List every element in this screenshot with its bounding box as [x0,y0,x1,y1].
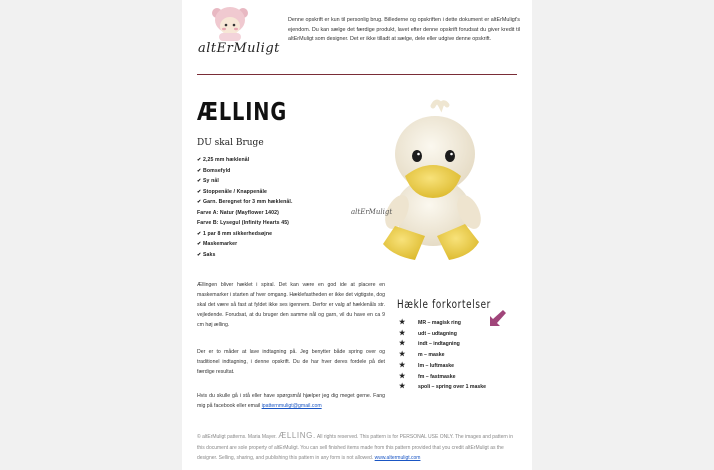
photo-watermark: altErMuligt [351,208,393,216]
footer-copyright: © altErMuligt patterns. Maria Mayer. ÆLLING. All rights reserved. This pattern is for PERSONAL USE ONLY. The images and pattern in this document are sole property of altErMuligt. You can sell finished items made from this pattern provided that you credit altErMuligt as the designer. Selling, sharing, and publishing this pattern in any form is not allowed. www.altermuligt.com [197,431,514,461]
check-icon: ✔ [197,241,202,247]
star-icon: ★ [399,351,406,359]
header-divider [197,74,517,75]
list-item: ✔ Saks [197,250,347,261]
list-item: ★ indt – indtagning [399,339,486,350]
list-item: ✔ Garn. Beregnet for 3 mm hæklenål. [197,197,347,208]
contact-paragraph: Hvis du skulle gå i stå eller have spørgsmål hjælper jeg dig meget gerne. Fang mig på facebook eller email ipatternmuligt@gmail.com [197,393,385,409]
list-item: ✔ 1 par 8 mm sikkerhedsøjne [197,229,347,240]
copyright-notice: Denne opskrift er kun til personlig brug. Billederne og opskriften i dette dokument er altErMuligt's ejendom. Du kan sælge det færdige produkt, lavet efter denne opskrift forudsat du giver kredit til altErMuligt som designer. Det er ikke tilladt at sælge, dele eller udgive denne opskrift. [288,17,520,43]
duckling-photo [345,94,517,265]
star-icon: ★ [399,329,406,337]
intro-paragraph: Ællingen bliver hæklet i spiral. Det kan være en god ide at placere en maskemarker i starten af hver omgang. Hæklefastheden er ikke det vigtigste, dog skal det være så fast at fyldet ikke ses igennem. Derfor er valg af hæklenåls str. vejledende. Forudsat, at du bruger den samme nål og garn, vil du have en ca 9 cm høj ælling. [197,282,385,328]
star-icon: ★ [399,340,406,348]
list-item: ✔ 2,25 mm hæklenål [197,155,347,166]
abbreviations-heading: Hækle forkortelser [397,297,491,311]
list-item: Farve B: Lysegul (Infinity Hearts 45) [197,220,290,226]
check-icon: ✔ [197,199,202,205]
supplies-list [197,155,347,260]
email-link[interactable]: ipatternmuligt@gmail.com [261,403,322,409]
list-item: ✔ Bomsefyld [197,166,347,177]
duckling-illustration [345,94,517,265]
check-icon: ✔ [197,230,202,237]
list-item: ✔ Stoppenåle / Knappenåle [197,187,347,198]
list-item: ★ MR – magisk ring [399,318,486,329]
list-item: ✔ Maskemarker [197,239,347,250]
check-icon: ✔ [197,167,202,174]
check-icon: ✔ [197,188,202,195]
pattern-title: ÆLLING [197,97,288,126]
abbreviations-list [399,318,486,393]
list-item: ★ m – maske [399,350,486,361]
star-icon: ★ [399,372,406,380]
decrease-paragraph: Der er to måder at lave indtagning på. Jeg benytter både spring over og traditionel indtagning, i denne opskrift. Du de har hver deres fordele på det færdige resultat. [197,349,385,375]
arrow-down-icon [486,307,508,329]
list-item: ★ fm – fastmaske [399,372,486,383]
star-icon: ★ [399,383,406,391]
check-icon: ✔ [197,178,202,184]
list-item: ✔ Sy nål [197,176,347,187]
supplies-heading: DU skal Bruge [197,138,264,148]
star-icon: ★ [399,361,406,369]
list-item: Farve A: Natur (Mayflower 1402) [197,209,279,216]
list-item: ★ lm – luftmaske [399,361,486,372]
check-icon: ✔ [197,157,202,163]
logo-text: altErMuligt [198,41,280,56]
logo-bear-icon [207,4,253,42]
list-item: ★ udt – udtagning [399,329,486,340]
list-item: ★ spoli – spring over 1 maske [399,382,486,393]
star-icon: ★ [399,319,406,326]
website-link[interactable]: www.altermuligt.com [374,455,421,461]
check-icon: ✔ [197,251,202,258]
